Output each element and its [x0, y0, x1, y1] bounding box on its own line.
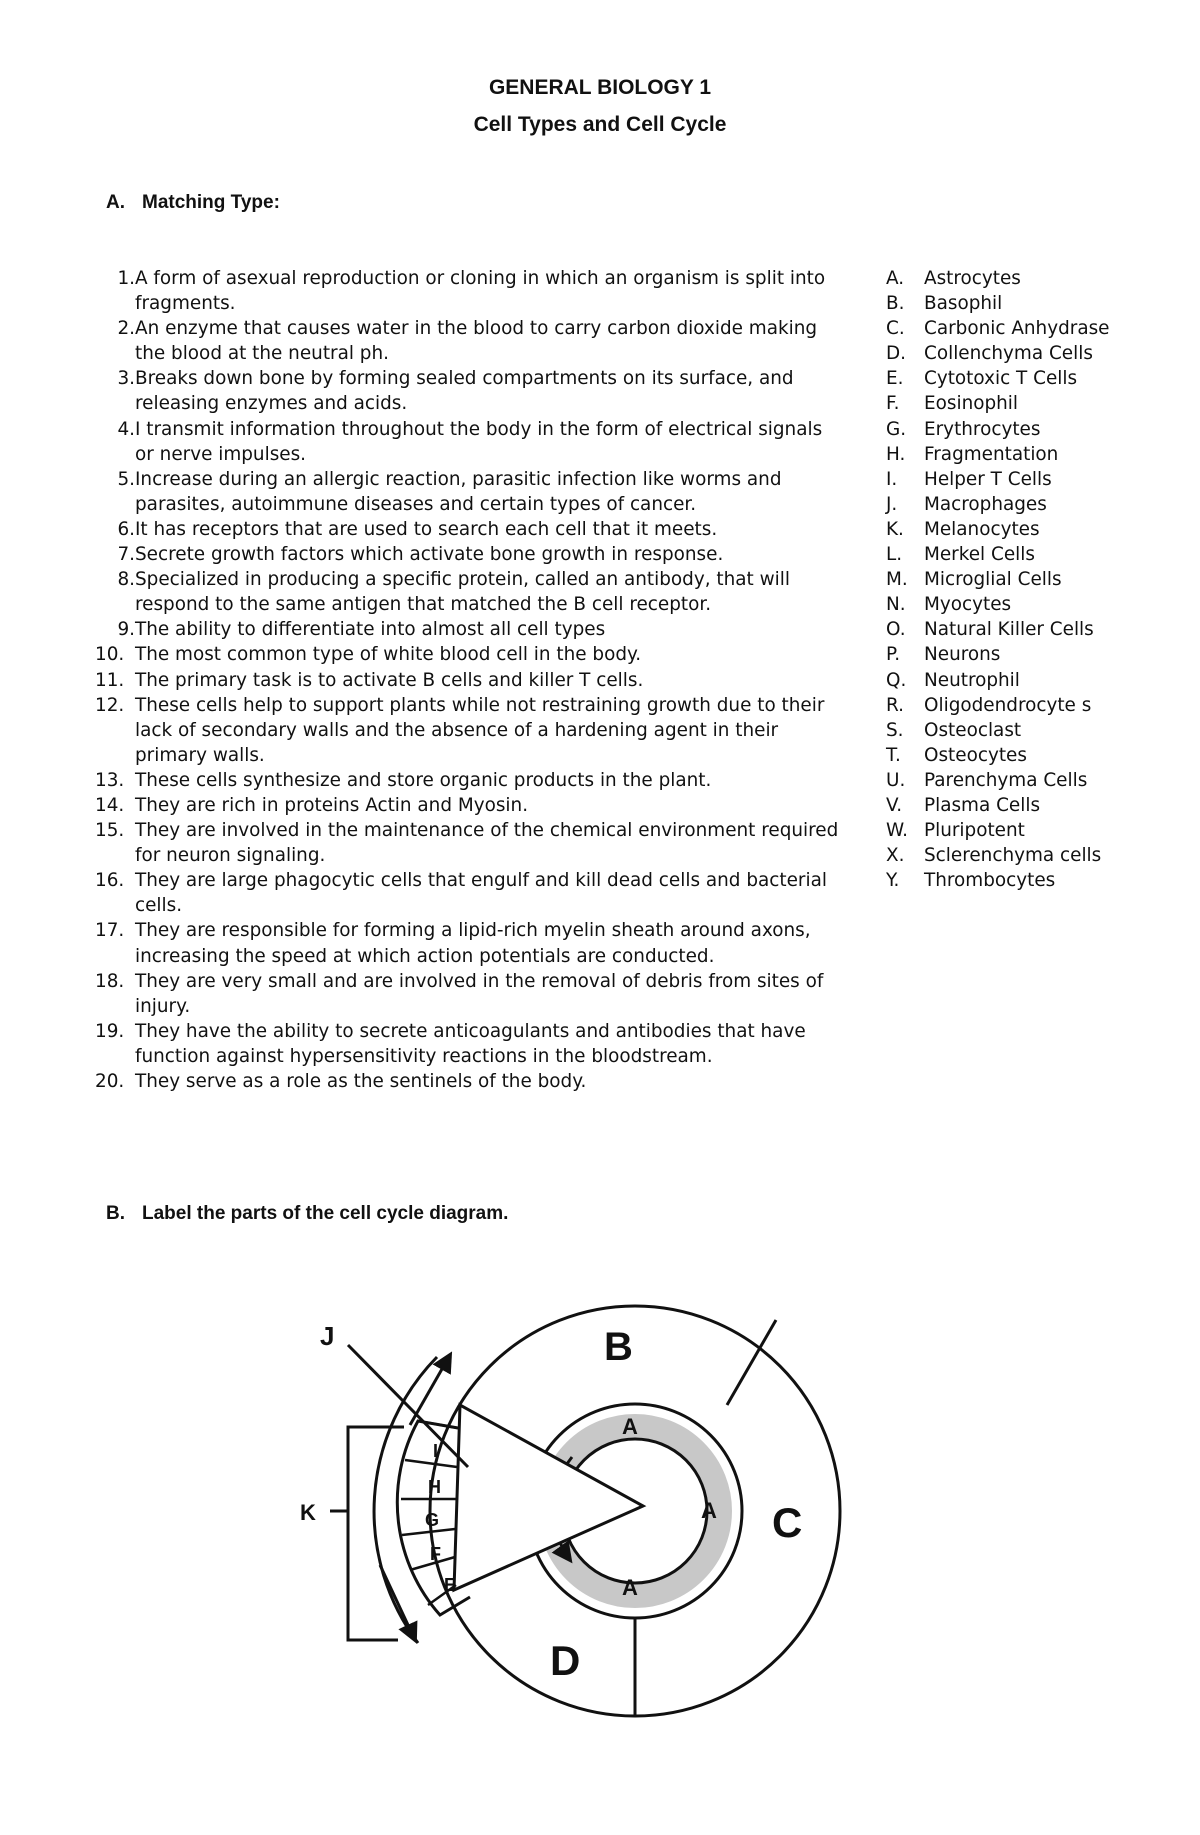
question-text: Increase during an allergic reaction, parasitic infection like worms and parasites, autoimmune diseases and certain types of cancer.: [135, 468, 782, 515]
question-item: [95, 642, 840, 667]
question-item: [95, 868, 840, 918]
question-item: [95, 467, 840, 517]
cell-cycle-diagram: [300, 1285, 880, 1805]
answer-letter: N.: [886, 594, 906, 616]
answer-letter: M.: [886, 569, 908, 591]
question-number: 4.: [117, 418, 135, 440]
answer-letter: L.: [886, 544, 903, 566]
question-text: A form of asexual reproduction or cloning in which an organism is split into fragments.: [135, 268, 826, 315]
answer-choice: [886, 642, 1126, 667]
question-number: 8.: [117, 569, 135, 591]
question-text: Secrete growth factors which activate bone growth in response.: [135, 544, 724, 566]
label-i: I: [433, 1441, 439, 1461]
question-item: [95, 316, 840, 366]
answer-text: Neutrophil: [924, 669, 1020, 691]
question-text: They are very small and are involved in the removal of debris from sites of injury.: [135, 970, 824, 1017]
answer-choice: [886, 668, 1126, 693]
answer-letter: P.: [886, 644, 901, 666]
question-text: It has receptors that are used to search each cell that it meets.: [135, 518, 718, 540]
label-k: K: [300, 1500, 316, 1525]
answer-choice-list: [886, 266, 1126, 893]
mitosis-divider-2: [405, 1460, 457, 1467]
question-text: The ability to differentiate into almost all cell types: [135, 619, 606, 641]
question-number: 10.: [95, 644, 125, 666]
answer-choice: [886, 492, 1126, 517]
answer-choice: [886, 442, 1126, 467]
question-text: They are rich in proteins Actin and Myosin.: [135, 794, 529, 816]
answer-choice: [886, 316, 1126, 341]
answer-text: Basophil: [924, 293, 1003, 315]
question-text: These cells synthesize and store organic products in the plant.: [135, 769, 712, 791]
answer-text: Microglial Cells: [924, 569, 1062, 591]
answer-text: Osteocytes: [924, 744, 1027, 766]
answer-text: Collenchyma Cells: [924, 343, 1093, 365]
label-h: H: [428, 1477, 441, 1497]
answer-letter: G.: [886, 418, 907, 440]
answer-choice: [886, 693, 1126, 718]
question-item: [95, 517, 840, 542]
section-a-title: Matching Type:: [142, 192, 280, 213]
answer-letter: O.: [886, 619, 906, 641]
answer-choice: [886, 617, 1126, 642]
answer-letter: S.: [886, 719, 904, 741]
answer-letter: F.: [886, 393, 900, 415]
answer-choice: [886, 417, 1126, 442]
question-number: 16.: [95, 870, 125, 892]
label-j: J: [320, 1321, 335, 1351]
answer-choice: [886, 567, 1126, 592]
answer-choice: [886, 718, 1126, 743]
j-pointer: [348, 1345, 468, 1467]
answer-text: Plasma Cells: [924, 794, 1041, 816]
answer-text: Macrophages: [924, 493, 1047, 515]
question-number: 18.: [95, 970, 125, 992]
answer-choice: [886, 868, 1126, 893]
question-number: 13.: [95, 769, 125, 791]
answer-letter: V.: [886, 794, 903, 816]
question-number: 14.: [95, 794, 125, 816]
answer-letter: A.: [886, 268, 905, 289]
question-item: [95, 818, 840, 868]
label-f: F: [430, 1544, 441, 1564]
question-text: They have the ability to secrete anticoagulants and antibodies that have function against hypersensitivity reactions in the bloodstream.: [135, 1020, 806, 1067]
answer-choice: [886, 341, 1126, 366]
section-b-title: Label the parts of the cell cycle diagram.: [142, 1203, 509, 1224]
question-number: 19.: [95, 1020, 125, 1042]
answer-choice: [886, 391, 1126, 416]
question-item: [95, 793, 840, 818]
question-text: An enzyme that causes water in the blood to carry carbon dioxide making the blood at the neutral ph.: [135, 318, 818, 365]
section-a-letter: A.: [106, 192, 125, 213]
document-subtitle: Cell Types and Cell Cycle: [473, 113, 727, 136]
answer-text: Cytotoxic T Cells: [924, 368, 1078, 390]
answer-letter: B.: [886, 293, 905, 315]
question-item: [95, 1019, 840, 1069]
answer-letter: E.: [886, 368, 904, 390]
question-text: These cells help to support plants while not restraining growth due to their lack of secondary walls and the absence of a hardening agent in their primary walls.: [135, 694, 825, 766]
question-text: The primary task is to activate B cells and killer T cells.: [135, 669, 644, 691]
question-number: 6.: [117, 518, 135, 540]
answer-letter: D.: [886, 343, 907, 365]
question-item: [95, 768, 840, 793]
answer-text: Osteoclast: [924, 719, 1022, 741]
question-item: [95, 918, 840, 968]
answer-text: Sclerenchyma cells: [924, 845, 1102, 867]
label-b: B: [604, 1325, 633, 1369]
question-list: [95, 266, 840, 1094]
label-g: G: [425, 1510, 440, 1530]
answer-choice: [886, 793, 1126, 818]
question-number: 17.: [95, 920, 125, 942]
question-number: 9.: [117, 619, 135, 641]
question-number: 2.: [117, 318, 135, 340]
answer-text: Pluripotent: [924, 820, 1025, 842]
answer-choice: [886, 467, 1126, 492]
question-number: 3.: [117, 368, 135, 390]
question-item: [95, 567, 840, 617]
label-a-bottom: A: [622, 1575, 638, 1600]
answer-choice: [886, 768, 1126, 793]
section-a-heading: [106, 192, 280, 214]
answer-text: Natural Killer Cells: [924, 619, 1094, 641]
answer-choice: [886, 743, 1126, 768]
label-a-right: A: [701, 1498, 717, 1523]
answer-text: Melanocytes: [924, 518, 1040, 540]
question-number: 5.: [117, 468, 135, 490]
answer-letter: K.: [886, 518, 904, 540]
answer-choice: [886, 291, 1126, 316]
question-text: They are responsible for forming a lipid-rich myelin sheath around axons, increasing the speed at which action potentials are conducted.: [135, 920, 811, 967]
label-d: D: [550, 1637, 581, 1684]
answer-text: Neurons: [924, 644, 1001, 666]
question-text: They are large phagocytic cells that engulf and kill dead cells and bacterial cells.: [135, 870, 827, 917]
question-text: The most common type of white blood cell in the body.: [135, 644, 642, 666]
answer-text: Eosinophil: [924, 393, 1019, 415]
answer-text: Myocytes: [924, 594, 1012, 616]
answer-letter: T.: [886, 744, 901, 766]
answer-letter: H.: [886, 443, 906, 465]
question-item: [95, 417, 840, 467]
question-number: 12.: [95, 694, 125, 716]
question-item: [95, 617, 840, 642]
section-b-letter: B.: [106, 1203, 125, 1224]
question-number: 7.: [117, 544, 135, 566]
answer-letter: Q.: [886, 669, 907, 691]
answer-letter: R.: [886, 694, 904, 716]
question-item: [95, 366, 840, 416]
question-text: I transmit information throughout the body in the form of electrical signals or nerve impulses.: [135, 418, 823, 465]
answer-text: Fragmentation: [924, 443, 1059, 465]
question-item: [95, 693, 840, 768]
answer-letter: U.: [886, 769, 906, 791]
answer-choice: [886, 843, 1126, 868]
answer-choice: [886, 366, 1126, 391]
question-number: 11.: [95, 669, 125, 691]
question-item: [95, 266, 840, 316]
answer-letter: W.: [886, 820, 908, 842]
question-text: Specialized in producing a specific protein, called an antibody, that will respond to the same antigen that matched the B cell receptor.: [135, 569, 790, 616]
answer-text: Thrombocytes: [924, 870, 1056, 892]
answer-choice: [886, 517, 1126, 542]
answer-text: Astrocytes: [924, 268, 1021, 289]
answer-choice: [886, 542, 1126, 567]
answer-choice: [886, 818, 1126, 843]
label-e: E: [444, 1575, 457, 1595]
answer-letter: Y.: [886, 870, 900, 892]
question-item: [95, 1069, 840, 1094]
question-item: [95, 969, 840, 1019]
question-item: [95, 542, 840, 567]
answer-letter: C.: [886, 318, 905, 340]
question-text: They are involved in the maintenance of the chemical environment required for neuron signaling.: [135, 820, 839, 867]
answer-letter: J.: [886, 493, 898, 515]
answer-letter: X.: [886, 845, 905, 867]
question-number: 15.: [95, 820, 125, 842]
arc-arrow-bottom: [380, 1565, 415, 1640]
label-a-top: A: [622, 1414, 638, 1439]
answer-letter: I.: [886, 468, 898, 490]
question-item: [95, 668, 840, 693]
section-b-heading: [106, 1203, 508, 1225]
question-text: Breaks down bone by forming sealed compartments on its surface, and releasing enzymes and acids.: [135, 368, 794, 415]
answer-text: Parenchyma Cells: [924, 769, 1088, 791]
answer-text: Erythrocytes: [924, 418, 1041, 440]
question-text: They serve as a role as the sentinels of the body.: [135, 1071, 587, 1092]
question-number: 1.: [117, 268, 135, 289]
answer-choice: [886, 266, 1126, 291]
label-c: C: [772, 1499, 803, 1546]
answer-text: Merkel Cells: [924, 544, 1035, 566]
answer-choice: [886, 592, 1126, 617]
answer-text: Carbonic Anhydrase: [924, 318, 1110, 340]
document-title: GENERAL BIOLOGY 1: [488, 76, 712, 99]
answer-text: Oligodendrocyte s: [924, 694, 1092, 716]
answer-text: Helper T Cells: [924, 468, 1052, 490]
question-number: 20.: [95, 1071, 125, 1092]
